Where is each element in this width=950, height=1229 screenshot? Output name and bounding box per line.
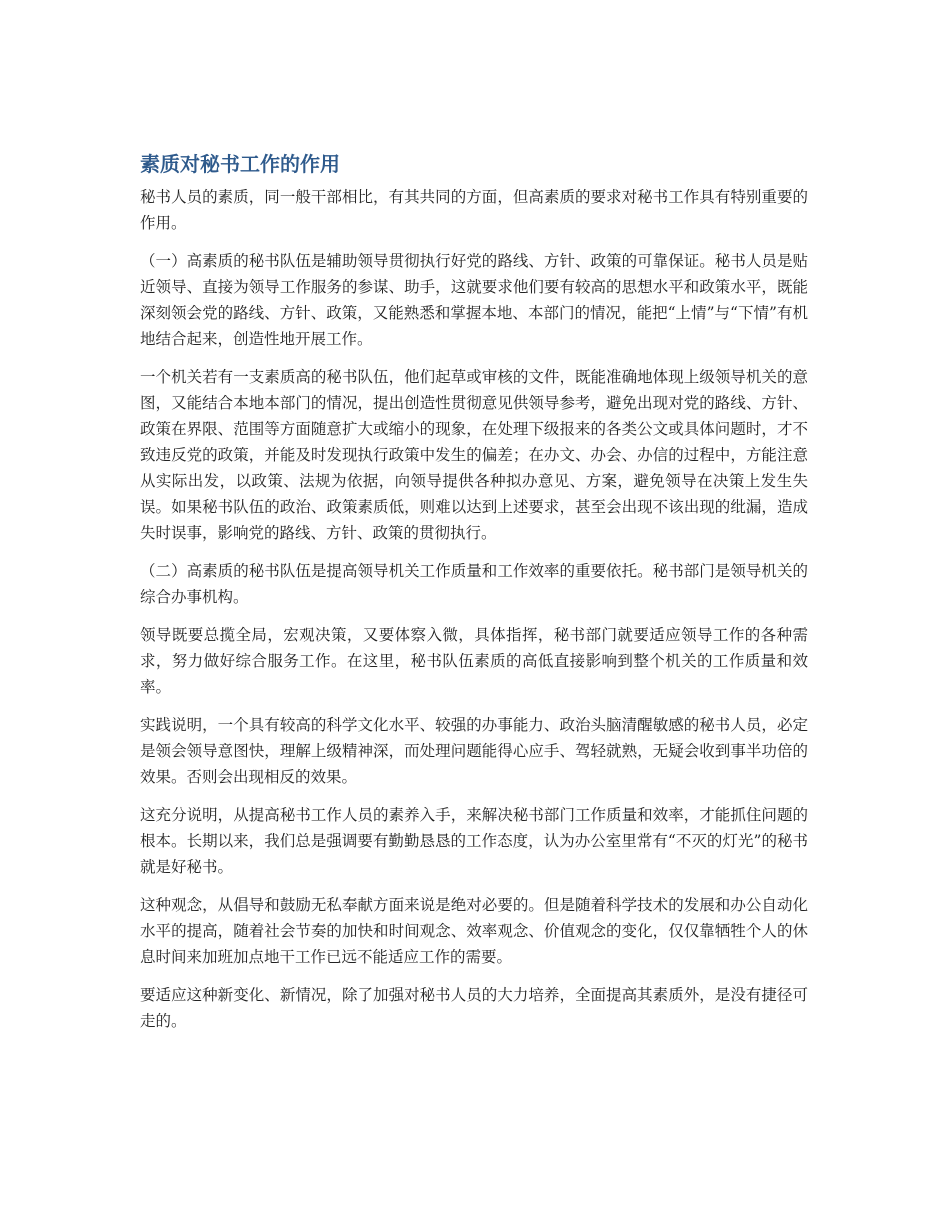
document-page [140,148,808,1046]
paragraph-point-one: （一）高素质的秘书队伍是辅助领导贯彻执行好党的路线、方针、政策的可靠保证。秘书人员是贴近领导、直接为领导工作服务的参谋、助手，这就要求他们要有较高的思想水平和政策水平，既能深刻领会党的路线、方针、政策，又能熟悉和掌握本地、本部门的情况，能把“上情”与“下情”有机地结合起来，创造性地开展工作。 [140,252,808,348]
paragraph-point-one-detail: 一个机关若有一支素质高的秘书队伍，他们起草或审核的文件，既能准确地体现上级领导机关的意图，又能结合本地本部门的情况，提出创造性贯彻意见供领导参考，避免出现对党的路线、方针、政策在界限、范围等方面随意扩大或缩小的现象，在处理下级报来的各类公文或具体问题时，才不致违反党的政策，并能及时发现执行政策中发生的偏差；在办文、办会、办信的过程中，方能注意从实际出发，以政策、法规为依据，向领导提供各种拟办意见、方案，避免领导在决策上发生失误。如果秘书队伍的政治、政策素质低，则难以达到上述要求，甚至会出现不该出现的纰漏，造成失时误事，影响党的路线、方针、政策的贯彻执行。 [140,368,808,542]
paragraph-conclusion: 这充分说明，从提高秘书工作人员的素养入手，来解决秘书部门工作质量和效率，才能抓住问题的根本。长期以来，我们总是强调要有勤勤恳恳的工作态度，认为办公室里常有“不灭的灯光”的秘书就是好秘书。 [140,806,808,876]
paragraph-point-two: （二）高素质的秘书队伍是提高领导机关工作质量和工作效率的重要依托。秘书部门是领导机关的综合办事机构。 [140,562,808,606]
document-title: 素质对秘书工作的作用 [140,152,340,176]
paragraph-final: 要适应这种新变化、新情况，除了加强对秘书人员的大力培养，全面提高其素质外，是没有捷径可走的。 [140,986,808,1030]
paragraph-intro: 秘书人员的素质，同一般干部相比，有其共同的方面，但高素质的要求对秘书工作具有特别重要的作用。 [140,188,808,232]
paragraph-leadership: 领导既要总揽全局，宏观决策，又要体察入微，具体指挥，秘书部门就要适应领导工作的各种需求，努力做好综合服务工作。在这里，秘书队伍素质的高低直接影响到整个机关的工作质量和效率。 [140,626,808,696]
paragraph-practice: 实践说明，一个具有较高的科学文化水平、较强的办事能力、政治头脑清醒敏感的秘书人员，必定是领会领导意图快，理解上级精神深，而处理问题能得心应手、驾轻就熟，无疑会收到事半功倍的效果。否则会出现相反的效果。 [140,716,808,786]
paragraph-concept: 这种观念，从倡导和鼓励无私奉献方面来说是绝对必要的。但是随着科学技术的发展和办公自动化水平的提高，随着社会节奏的加快和时间观念、效率观念、价值观念的变化，仅仅靠牺牲个人的休息时间来加班加点地干工作已远不能适应工作的需要。 [140,896,808,966]
